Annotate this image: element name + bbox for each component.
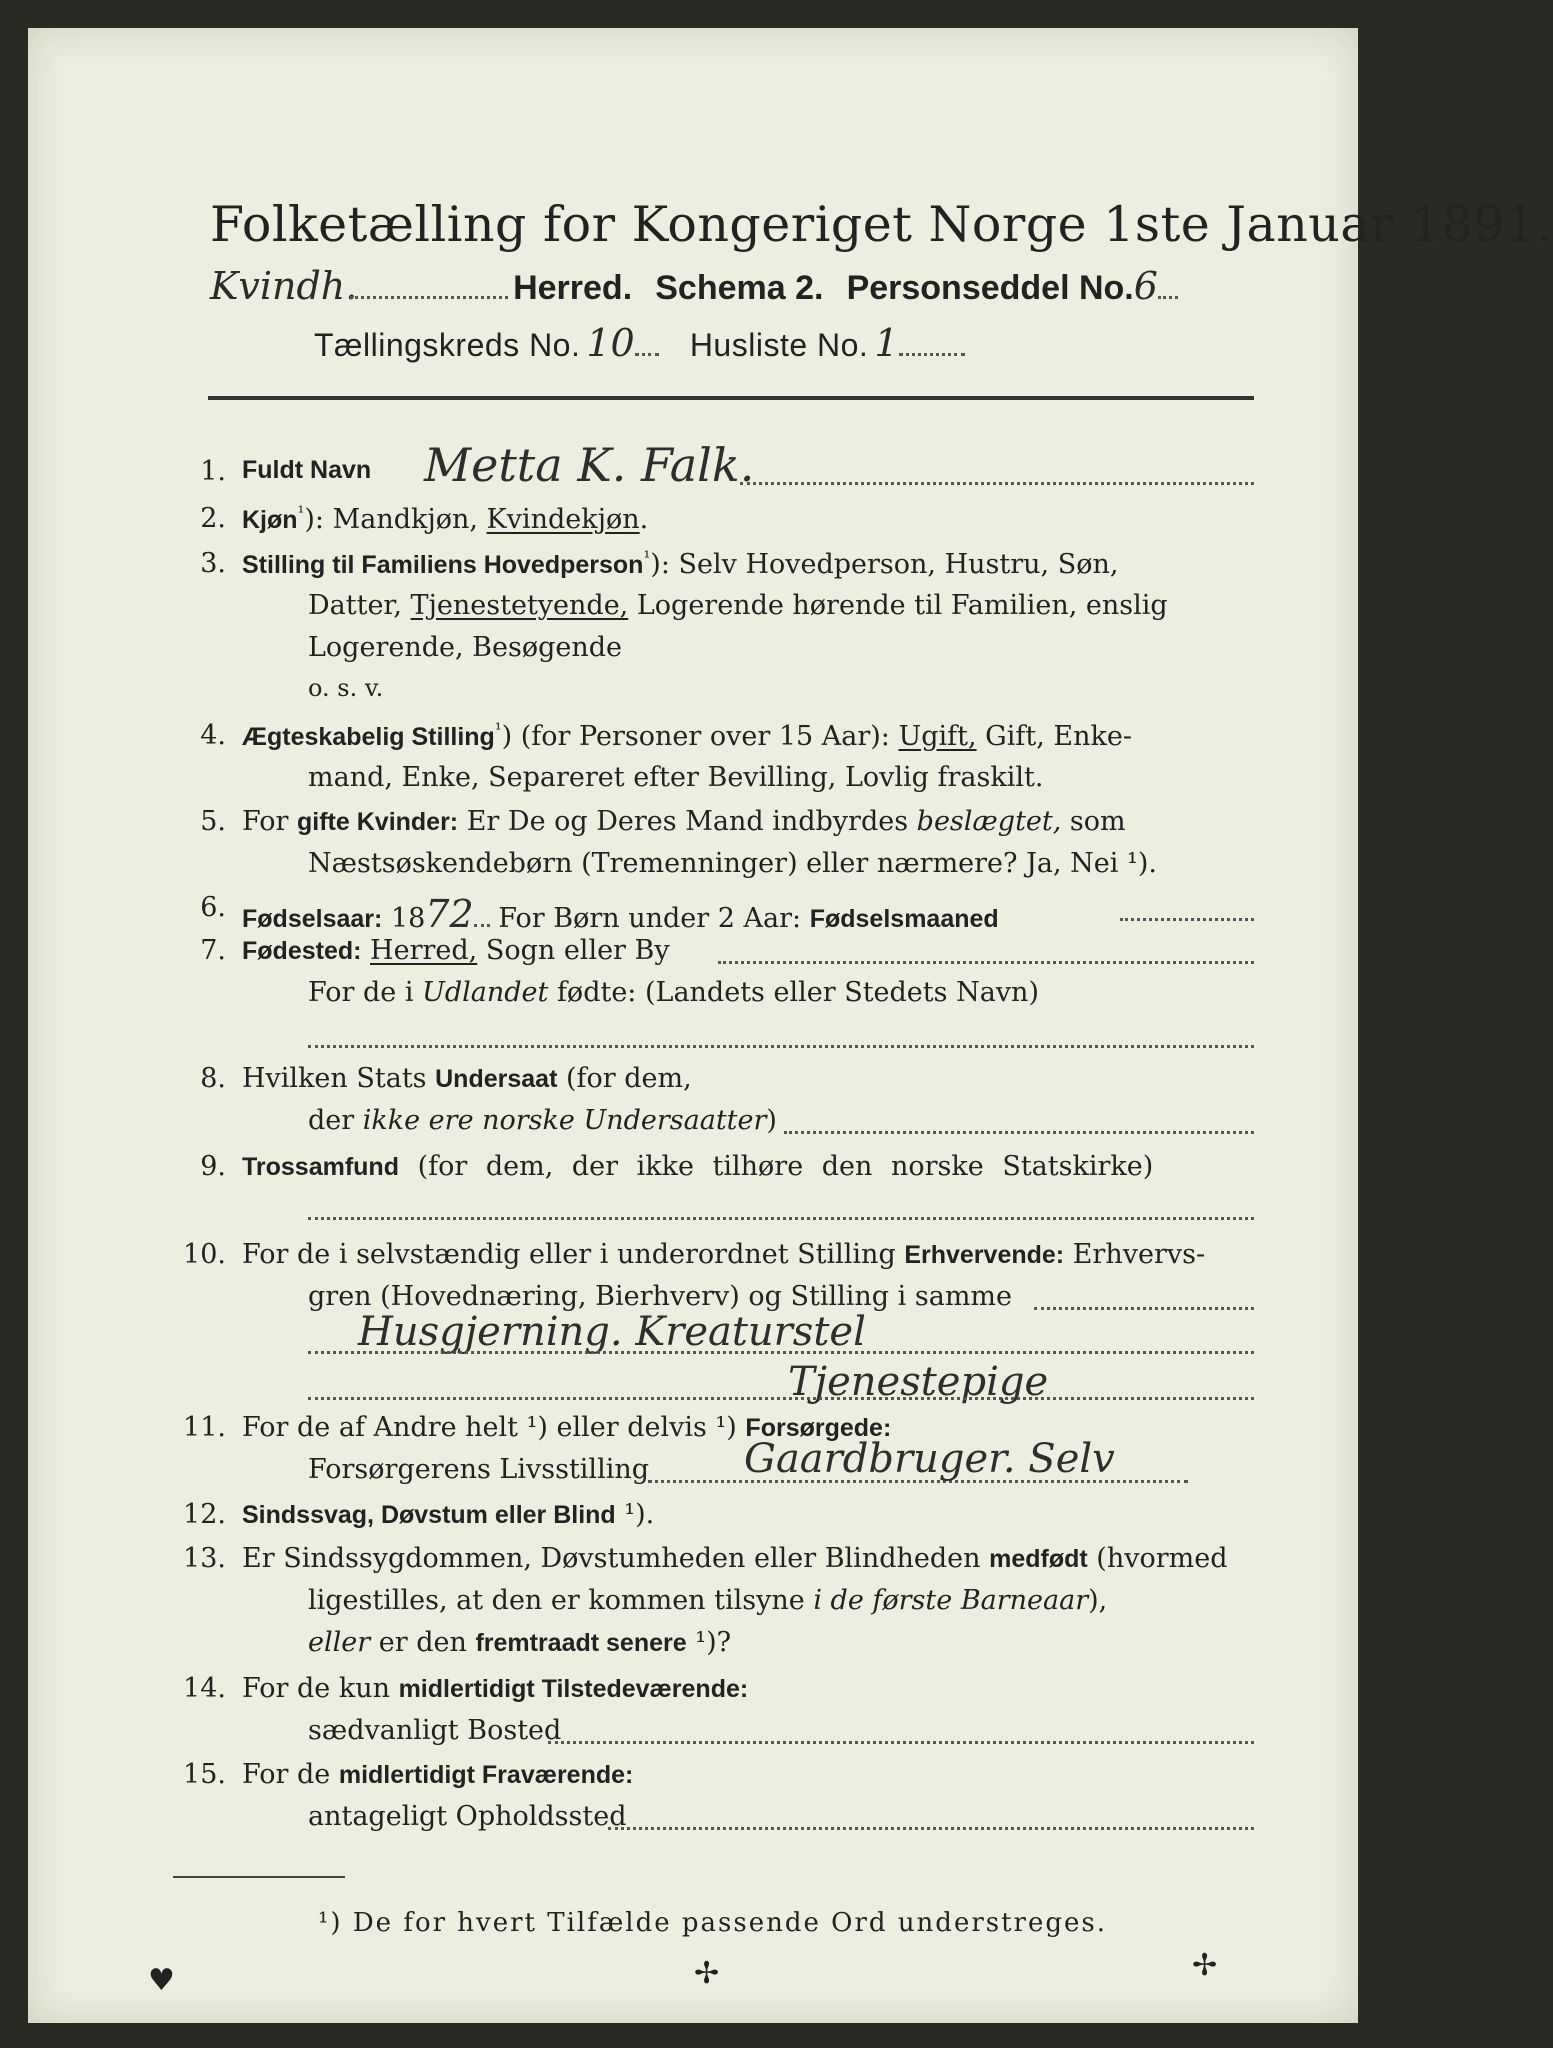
question-label: Kjøn bbox=[242, 506, 298, 534]
question-text: sædvanligt Bosted bbox=[308, 1715, 562, 1746]
husliste-value: 1 bbox=[874, 321, 899, 365]
footnote-rule bbox=[173, 1876, 345, 1878]
question-text: ikke ere norske Undersaatter bbox=[362, 1105, 767, 1136]
question-number: 12. bbox=[183, 1499, 226, 1530]
corner-mark-icon: ✢ bbox=[694, 1956, 720, 1991]
question-text: ): Selv Hovedperson, Hustru, Søn, bbox=[650, 549, 1119, 580]
year-prefix: 18 bbox=[390, 903, 426, 934]
footnote-mark: ¹ bbox=[297, 503, 305, 523]
question-text: For Børn under 2 Aar: bbox=[498, 903, 802, 934]
answer-dots bbox=[784, 1131, 1254, 1134]
question-text: ¹). bbox=[615, 1499, 655, 1530]
question-number: 10. bbox=[183, 1239, 226, 1270]
answer-dots bbox=[740, 482, 1254, 485]
header-rule bbox=[208, 396, 1254, 400]
underlined-answer: Ugift, bbox=[898, 721, 977, 752]
question-text: beslægtet, bbox=[916, 806, 1062, 837]
question-text: For de af Andre helt ¹) eller delvis ¹) bbox=[242, 1412, 746, 1443]
question-label: midlertidigt Tilstedeværende: bbox=[398, 1675, 749, 1703]
question-label: Fødested: bbox=[242, 937, 362, 965]
answer-dots bbox=[308, 1351, 1254, 1354]
answer-dots bbox=[608, 1827, 1254, 1830]
question-number: 4. bbox=[200, 720, 226, 751]
question-text: For de bbox=[242, 1759, 339, 1790]
question-label: Trossamfund bbox=[242, 1153, 399, 1181]
question-text: For bbox=[242, 806, 298, 837]
question-text: (for dem, der ikke tilhøre den norske Statskirke) bbox=[398, 1151, 1154, 1182]
question-text: Er Sindssygdommen, Døvstumheden eller Blindheden bbox=[242, 1543, 990, 1574]
question-label: Erhvervende: bbox=[904, 1241, 1065, 1269]
occupation-value-1: Husgjerning. Kreaturstel bbox=[358, 1309, 866, 1355]
question-label: Fuldt Navn bbox=[242, 456, 372, 484]
question-text: . bbox=[639, 504, 649, 535]
schema-label: Schema 2. bbox=[655, 269, 824, 307]
answer-dots bbox=[308, 1397, 1254, 1400]
question-text: Forsørgerens Livsstilling bbox=[308, 1454, 650, 1485]
question-label: Forsørgede: bbox=[745, 1414, 892, 1442]
question-label: gifte Kvinder: bbox=[297, 808, 459, 836]
question-number: 9. bbox=[200, 1151, 226, 1182]
question-label: Fødselsaar: bbox=[242, 905, 383, 933]
question-text: o. s. v. bbox=[308, 674, 384, 702]
question-text: mand, Enke, Separeret efter Bevilling, Lovlig fraskilt. bbox=[308, 762, 1044, 793]
corner-mark-icon: ✢ bbox=[1192, 1948, 1218, 1983]
question-number: 13. bbox=[183, 1543, 226, 1574]
birth-year-value: 72 bbox=[425, 892, 474, 936]
question-text: Logerende, Besøgende bbox=[308, 632, 622, 663]
question-number: 14. bbox=[183, 1673, 226, 1704]
answer-dots bbox=[1120, 918, 1254, 921]
answer-dots bbox=[548, 1741, 1254, 1744]
question-number: 15. bbox=[183, 1759, 226, 1790]
question-text: i de første Barneaar bbox=[813, 1585, 1089, 1616]
question-number: 1. bbox=[200, 456, 226, 487]
question-label: Stilling til Familiens Hovedperson bbox=[242, 551, 644, 579]
question-text: For de i selvstændig eller i underordnet Stilling bbox=[242, 1239, 905, 1270]
question-text: (hvormed bbox=[1087, 1543, 1228, 1574]
question-text: Er De og Deres Mand indbyrdes bbox=[458, 806, 917, 837]
underlined-answer: Kvindekjøn bbox=[486, 504, 640, 535]
question-label: Fødselsmaaned bbox=[809, 905, 999, 933]
question-text: er den bbox=[370, 1627, 476, 1658]
question-number: 7. bbox=[200, 935, 226, 966]
question-text: Næstsøskendebørn (Tremenninger) eller nærmere? Ja, Nei ¹). bbox=[308, 848, 1157, 879]
full-name-value: Metta K. Falk. bbox=[424, 438, 755, 492]
form-title: Folketælling for Kongeriget Norge 1ste Januar 1891. bbox=[210, 196, 1553, 253]
question-text: For de i bbox=[308, 977, 423, 1008]
husliste-label: Husliste No. bbox=[689, 327, 869, 363]
question-number: 6. bbox=[200, 892, 226, 923]
question-text: Erhvervs- bbox=[1064, 1239, 1206, 1270]
herred-line bbox=[210, 264, 1178, 308]
question-text: antageligt Opholdssted bbox=[308, 1801, 627, 1832]
personseddel-value: 6 bbox=[1133, 264, 1158, 308]
question-text: ): Mandkjøn, bbox=[304, 504, 487, 535]
underlined-answer: Tjenestetyende, bbox=[410, 590, 629, 621]
census-form-page: Folketælling for Kongeriget Norge 1ste Januar 1891. Kvindh. Herred. Schema 2. Personseddel No.6 Tællingskreds No. 10 Husliste No. 1 1. Fuldt Navn Metta K. Falk. 2. Kjøn$^{^1}$): Mandkjøn, Kvindekjøn. 3. Stilling til Familiens Hovedperson$^{^1}$): Selv Hovedperson, Hustru, Søn, Datter, Tjenestetyende, Logerende hørende til Familien, enslig Logerende, Besøgende o. s. v. 4. Ægteskabelig Stilling$^{^1}$) (for Personer over 15 Aar): Ugift, Gift, Enke- mand, Enke, Separeret efter Bevilling, Lovlig fraskilt. 5. For gifte Kvinder: Er De og Deres Mand indbyrdes beslægtet, som Næstsøskendebørn (Tremenninger) eller nærmere? Ja, Nei ¹). 6. Fødselsaar: 1872 For Børn under 2 Aar: Fødselsmaaned 7. Fødested: Herred, Sogn eller By For de i Udlandet fødte: (Landets eller Stedets Navn) 8. Hvilken Stats Undersaat (for dem, der ikke ere norske Undersaatter) 9. Trossamfund (for dem, der ikke tilhøre den norske Statskirke) 10. For de i selvstændig eller i underordnet Stilling Erhvervende: Erhvervs- gren (Hovednæring, Bierhverv) og Stilling i samme Husgjerning. Kreaturstel Tjenestepige 11. For de af Andre helt ¹) eller delvis ¹) Forsørgede: Forsørgerens Livsstilling Gaardbruger. Selv 12. Sindssvag, Døvstum eller Blind ¹). 13. Er Sindssygdommen, Døvstumheden eller Blindheden medfødt (hvormed ligestilles, at den er kommen tilsyne i de første Barneaar), eller er den fremtraadt senere ¹)? 14. For de kun midlertidigt Tilstedeværende: sædvanligt Bosted 15. For de midlertidigt Fraværende: antageligt Opholdssted ¹) De for hvert Tilfælde passende Ord understreges. ♥ ✢ ✢ bbox=[28, 28, 1358, 2023]
underlined-answer: Herred, bbox=[370, 935, 478, 966]
question-text: Hvilken Stats bbox=[242, 1063, 436, 1094]
question-text: eller bbox=[308, 1627, 371, 1658]
question-text: der bbox=[308, 1105, 363, 1136]
question-text: Logerende hørende til Familien, enslig bbox=[628, 590, 1168, 621]
question-label: midlertidigt Fraværende: bbox=[338, 1761, 634, 1789]
question-number: 8. bbox=[200, 1063, 226, 1094]
question-label: medfødt bbox=[989, 1545, 1088, 1573]
answer-dots bbox=[308, 1045, 1254, 1048]
question-text: (for dem, bbox=[557, 1063, 692, 1094]
question-number: 5. bbox=[200, 806, 226, 837]
herred-label: Herred. bbox=[513, 269, 633, 307]
question-label: Ægteskabelig Stilling bbox=[242, 723, 495, 751]
question-text: Sogn eller By bbox=[477, 935, 670, 966]
question-label: Undersaat bbox=[435, 1065, 558, 1093]
question-text: Udlandet bbox=[422, 977, 549, 1008]
question-text: ) (for Personer over 15 Aar): bbox=[501, 721, 899, 752]
question-text: For de kun bbox=[242, 1673, 399, 1704]
question-number: 3. bbox=[200, 548, 226, 579]
answer-dots bbox=[308, 1217, 1254, 1220]
question-text: ¹)? bbox=[686, 1627, 732, 1658]
provider-occupation-value: Gaardbruger. Selv bbox=[744, 1436, 1115, 1482]
kreds-line bbox=[314, 321, 965, 365]
herred-value: Kvindh. bbox=[210, 264, 358, 308]
question-number: 11. bbox=[183, 1412, 226, 1443]
personseddel-label: Personseddel No. bbox=[846, 269, 1134, 307]
question-text: ) bbox=[766, 1105, 777, 1136]
question-text: Gift, Enke- bbox=[976, 721, 1132, 752]
question-text: ), bbox=[1088, 1585, 1108, 1616]
question-text: ligestilles, at den er kommen tilsyne bbox=[308, 1585, 814, 1616]
question-label: Sindssvag, Døvstum eller Blind bbox=[242, 1501, 616, 1529]
kreds-label: Tællingskreds No. bbox=[314, 327, 581, 363]
corner-mark-icon: ♥ bbox=[148, 1963, 175, 1998]
question-number: 2. bbox=[200, 503, 226, 534]
question-text: gren (Hovednæring, Bierhverv) og Stilling i samme bbox=[308, 1281, 1013, 1312]
question-label: fremtraadt senere bbox=[475, 1629, 687, 1657]
footnote: ¹) De for hvert Tilfælde passende Ord understreges. bbox=[318, 1908, 1108, 1938]
occupation-value-2: Tjenestepige bbox=[788, 1359, 1049, 1405]
question-text: Datter, bbox=[308, 590, 411, 621]
question-text: fødte: (Landets eller Stedets Navn) bbox=[548, 977, 1039, 1008]
answer-dots bbox=[718, 961, 1254, 964]
answer-dots bbox=[1034, 1307, 1254, 1310]
kreds-value: 10 bbox=[586, 321, 635, 365]
question-text: som bbox=[1061, 806, 1126, 837]
